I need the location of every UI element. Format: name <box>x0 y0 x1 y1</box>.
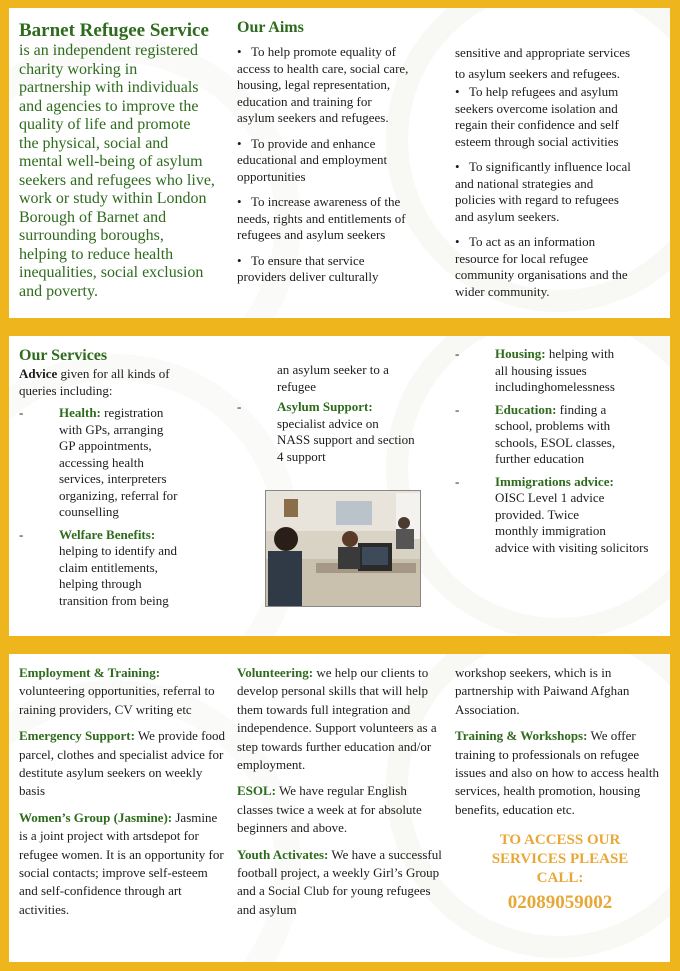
welfare-continued: an asylum seeker to a refugee <box>277 362 389 394</box>
aims-column-1 <box>237 18 447 295</box>
service-welfare: - Welfare Benefits: helping to identify and claim entitlements, helping through transition from being <box>19 526 178 608</box>
intro-line: helping to reduce health <box>19 245 174 263</box>
aims-column-2 <box>455 42 667 309</box>
intro-line: work or study within London <box>19 190 207 207</box>
womens-group: Women’s Group (Jasmine): Jasmine is a joint project with artsdepot for refugee women. It is an opportunity for social contacts; improve self-esteem and self-confidence through art activities. <box>19 809 224 917</box>
call-to-action: TO ACCESS OUR SERVICES PLEASE CALL: <box>491 832 629 887</box>
intro-line: surrounding boroughs, <box>19 227 164 244</box>
intro-line: partnership with individuals <box>19 79 199 96</box>
intro-block <box>19 20 231 301</box>
service-housing: - Housing: helping with all housing issues includinghomelessness <box>455 346 615 394</box>
service-asylum-support: - Asylum Support: specialist advice on NASS support and section 4 support <box>237 399 415 464</box>
aim-item: • To significantly influence local and national strategies and policies with regard to refugees and asylum seekers. <box>455 159 631 224</box>
services-panel <box>9 336 670 636</box>
intro-text <box>19 42 231 301</box>
youth-activities: Youth Activates: We have a successful football project, a weekly Girl’s Group and a Social Club for young refugees and asylum <box>237 846 442 917</box>
intro-line: seekers and refugees who live, <box>19 171 215 189</box>
services-column-2 <box>237 362 447 465</box>
volunteering: Volunteering: we help our clients to develop personal skills that will help them towards full integration and independence. Support volunteers as a step towards further education and/or employment. <box>237 665 437 773</box>
intro-line: and agencies to improve the <box>19 97 199 115</box>
more-column-2 <box>237 664 445 927</box>
service-immigration: - Immigrations advice: OISC Level 1 advice provided. Twice monthly immigration advice with visiting solicitors <box>455 473 649 555</box>
aim-item: • To ensure that service providers deliver culturally <box>237 252 379 284</box>
aim-item: • To provide and enhance educational and employment opportunities <box>237 135 388 184</box>
advice-intro: Advice given for all kinds of queries including: <box>19 366 170 398</box>
employment-training: Employment & Training: volunteering opportunities, referral to raining providers, CV writing etc <box>19 665 215 717</box>
intro-line: the physical, social and <box>19 134 169 152</box>
more-column-1 <box>19 664 227 927</box>
service-education: - Education: finding a school, problems with schools, ESOL classes, further education <box>455 401 616 466</box>
intro-line: and poverty. <box>19 282 98 300</box>
aim-item: • To act as an information resource for local refugee community organisations and the wider community. <box>455 234 628 299</box>
services-column-1 <box>19 346 219 609</box>
esol: ESOL: We have regular English classes twice a week at for absolute beginners and above. <box>237 783 422 836</box>
intro-line: mental well-being of asylum <box>19 153 203 170</box>
aim-item: • To help refugees and asylum seekers overcome isolation and regain their confidence and self esteem through social activities <box>455 84 619 149</box>
youth-activities-continued: workshop seekers, which is in partnership with Paiwand Afghan Association. <box>455 665 630 717</box>
intro-line: Borough of Barnet and <box>19 208 167 226</box>
training-workshops: Training & Workshops: We offer training to professionals on refugee issues and also on how to access health services, health promotion, housing benefits, education etc. <box>455 728 659 817</box>
intro-aims-panel <box>9 8 670 318</box>
service-health: - Health: registration with GPs, arranging GP appointments, accessing health services, interpreters organizing, referral for counselling <box>19 405 178 519</box>
office-photo <box>265 490 421 607</box>
intro-line: inequalities, social exclusion <box>19 264 204 281</box>
aim-item: • To increase awareness of the needs, rights and entitlements of refugees and asylum seekers <box>237 194 406 242</box>
intro-line: quality of life and promote <box>19 116 191 133</box>
org-name: Barnet Refugee Service <box>19 20 209 41</box>
services-title: Our Services <box>19 347 108 364</box>
services-column-3 <box>455 346 667 556</box>
emergency-support: Emergency Support: We provide food parcel, clothes and specialist advice for destitute asylum seekers on weekly basis <box>19 728 225 799</box>
aim-item: • To help promote equality of access to health care, social care, housing, legal representation, education and training for asylum seekers and refugees. <box>237 44 409 125</box>
aims-title: Our Aims <box>237 19 304 36</box>
office-photo-illustration <box>266 491 420 606</box>
more-column-3 <box>455 664 665 914</box>
intro-line: charity working in <box>19 60 138 78</box>
aim-item-continued: sensitive and appropriate services to asylum seekers and refugees. <box>455 45 631 81</box>
more-services-panel <box>9 654 670 962</box>
phone-number[interactable]: 02089059002 <box>507 892 613 914</box>
intro-line: is an independent registered <box>19 42 199 59</box>
